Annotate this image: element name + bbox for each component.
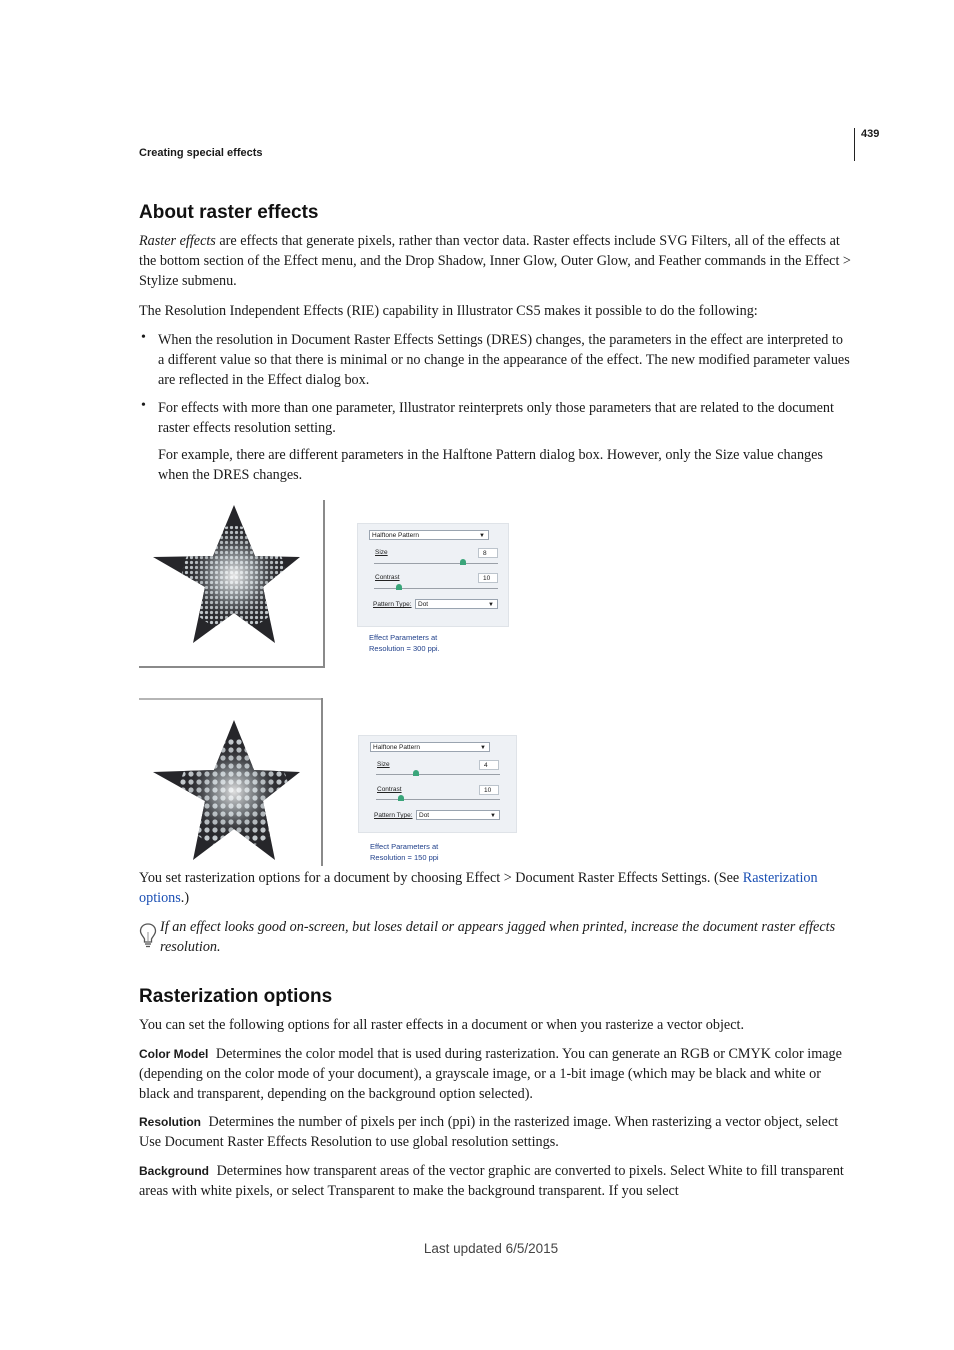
intro-term: Raster effects (139, 233, 216, 249)
running-head: Creating special effects (139, 147, 263, 159)
settings-text-end: .) (180, 890, 190, 906)
bullet-marker: • (141, 330, 146, 345)
lightbulb-icon (139, 922, 157, 950)
halftone-dialog-150ppi (358, 735, 517, 833)
star-figure-300ppi (139, 500, 325, 668)
size-slider-track[interactable] (374, 563, 498, 564)
caption-line-1: Effect Parameters at (369, 633, 438, 642)
rasterization-intro: You can set the following options for all raster effects in a document or when you rasterize a vector object. (139, 1017, 745, 1033)
figure-caption-150ppi (370, 841, 439, 863)
contrast-value-field[interactable]: 10 (479, 785, 499, 795)
chevron-down-icon: ▼ (488, 602, 494, 608)
option-description: Determines the color model that is used during rasterization. You can generate an RGB or CMYK color image (depending on the color mode of your document), a grayscale image, or a 1-bit image (which may be black and white or black and transparent, depending on the background option selected). (139, 1046, 842, 1102)
size-label: Size (377, 761, 390, 768)
effect-menu-label: Halftone Pattern (372, 532, 419, 539)
effect-menu-label: Halftone Pattern (373, 744, 420, 751)
pattern-type-label: Pattern Type: (373, 601, 412, 608)
size-slider-thumb[interactable] (460, 559, 466, 565)
caption-line-2: Resolution = 150 ppi (370, 853, 439, 862)
size-slider-track[interactable] (376, 774, 500, 775)
footer-last-updated: Last updated 6/5/2015 (423, 1241, 559, 1256)
pattern-type-select[interactable] (416, 810, 500, 820)
header-rule (854, 128, 855, 161)
halftone-star-image (139, 500, 323, 666)
pattern-type-select[interactable] (415, 599, 498, 609)
example-paragraph: For example, there are different parameters in the Halftone Pattern dialog box. However, only the Size value changes when the DRES changes. (158, 447, 823, 483)
option-description: Determines the number of pixels per inch (ppi) in the rasterized image. When rasterizing a vector object, select Use Document Raster Effects Resolution to use global resolution settings. (139, 1114, 839, 1150)
contrast-label: Contrast (377, 786, 402, 793)
section-title-rasterization-options: Rasterization options (139, 986, 333, 1007)
frame-right-edge (321, 698, 323, 866)
page-number: 439 (861, 128, 880, 140)
star-figure-150ppi (139, 698, 323, 864)
option-background (139, 1161, 851, 1201)
contrast-slider-thumb[interactable] (396, 584, 402, 590)
figure-caption-300ppi (369, 632, 440, 654)
intro-text: are effects that generate pixels, rather than vector data. Raster effects include SVG Filters, all of the effects at the bottom section of the Effect menu, and the Drop Shadow, Inner Glow, Outer Glow, and Feather commands in the Effect > Stylize submenu. (139, 233, 851, 289)
contrast-slider-track[interactable] (376, 799, 500, 800)
rie-paragraph: The Resolution Independent Effects (RIE) capability in Illustrator CS5 makes it possible to do the following: (139, 303, 758, 319)
option-term: Background (139, 1164, 210, 1178)
option-description: Determines how transparent areas of the vector graphic are converted to pixels. Select White to fill transparent areas with white pixels, or select Transparent to make the background transparent. If you select (139, 1163, 844, 1199)
size-label: Size (375, 549, 388, 556)
bullet-item-1: When the resolution in Document Raster Effects Settings (DRES) changes, the parameters in the effect are interpreted to a different value so that there is minimal or no change in the appearance of the effect. The new modified parameter values are reflected in the Effect dialog box. (158, 332, 850, 388)
contrast-label: Contrast (375, 574, 400, 581)
halftone-dialog-300ppi (357, 523, 509, 627)
option-term: Resolution (139, 1115, 201, 1129)
frame-top-edge (139, 698, 323, 700)
size-value-field[interactable]: 4 (479, 760, 499, 770)
section-title-raster-effects: About raster effects (139, 202, 319, 223)
contrast-slider-track[interactable] (374, 588, 498, 589)
caption-line-2: Resolution = 300 ppi. (369, 644, 440, 653)
tip-text: If an effect looks good on-screen, but loses detail or appears jagged when printed, increase the document raster effects resolution. (160, 919, 836, 955)
bullet-marker: • (141, 398, 146, 413)
option-color-model (139, 1044, 851, 1104)
pattern-type-value: Dot (419, 812, 430, 819)
caption-line-1: Effect Parameters at (370, 842, 439, 851)
pattern-type-value: Dot (418, 601, 429, 608)
rasterization-options-link[interactable]: Rasterization options (139, 870, 818, 906)
settings-text: You set rasterization options for a document by choosing Effect > Document Raster Effects Settings. (See (139, 870, 743, 886)
halftone-star-image (139, 698, 323, 864)
contrast-slider-thumb[interactable] (398, 795, 404, 801)
pattern-type-label: Pattern Type: (374, 812, 413, 819)
settings-paragraph (139, 868, 851, 908)
chevron-down-icon: ▼ (490, 813, 496, 819)
size-slider-thumb[interactable] (413, 770, 419, 776)
intro-paragraph (139, 231, 851, 291)
contrast-value-field[interactable]: 10 (478, 573, 498, 583)
effect-menu-select[interactable] (370, 742, 490, 752)
option-term: Color Model (139, 1047, 209, 1061)
bullet-item-2: For effects with more than one parameter, Illustrator reinterprets only those parameters that are related to the document raster effects resolution setting. (158, 400, 834, 436)
chevron-down-icon: ▼ (479, 533, 485, 539)
size-value-field[interactable]: 8 (478, 548, 498, 558)
effect-menu-select[interactable] (369, 530, 489, 540)
chevron-down-icon: ▼ (480, 745, 486, 751)
option-resolution (139, 1112, 851, 1152)
